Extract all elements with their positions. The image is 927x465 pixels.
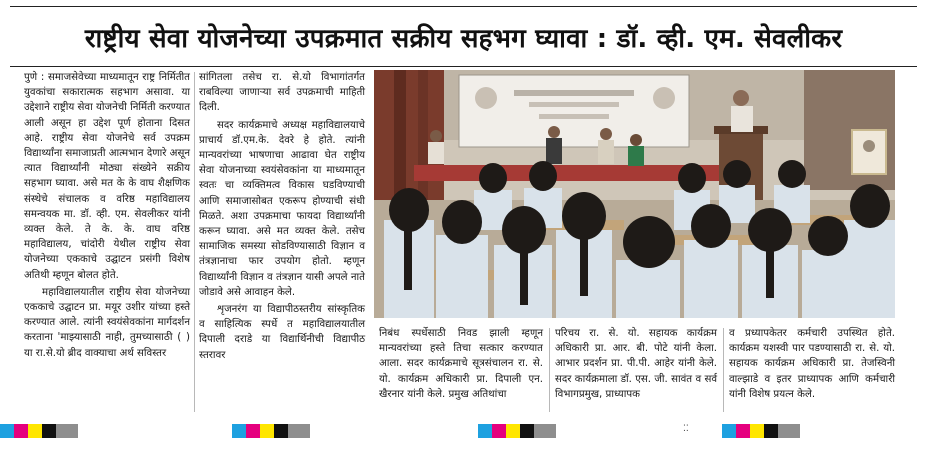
yellow-swatch <box>750 424 764 438</box>
paragraph: निबंध स्पर्धेसाठी निवड झाली म्हणून मान्यवरांच्या हस्ते तिचा सत्कार करण्यात आला. सदर कार्यक्रमाचे सूत्रसंचालन रा. से. यो. कार्यक्रम अधिकारी प्रा. दिपाली एन. खैरनार यांनी केले. प्रमुख अतिथांचा <box>379 328 543 400</box>
paragraph: सांगितला तसेच रा. से.यो विभागांतर्गत राबविल्या जाणाऱ्या सर्व उपक्रमाची माहिती दिली. <box>199 72 365 114</box>
black-swatch <box>764 424 778 438</box>
cyan-swatch <box>232 424 246 438</box>
color-registration-bar <box>232 424 310 438</box>
gray-swatch <box>56 424 78 438</box>
yellow-swatch <box>28 424 42 438</box>
gray-swatch <box>778 424 800 438</box>
magenta-swatch <box>736 424 750 438</box>
registration-mark: ⁚⁚ <box>683 424 689 434</box>
magenta-swatch <box>14 424 28 438</box>
color-registration-bar <box>722 424 800 438</box>
black-swatch <box>42 424 56 438</box>
top-rule <box>10 6 917 7</box>
magenta-swatch <box>492 424 506 438</box>
column-divider <box>723 328 724 412</box>
headline-rule <box>10 66 917 67</box>
yellow-swatch <box>260 424 274 438</box>
gray-swatch <box>534 424 556 438</box>
black-swatch <box>274 424 288 438</box>
cyan-swatch <box>0 424 14 438</box>
article-column-4 <box>555 326 717 402</box>
event-photo <box>374 70 895 318</box>
paragraph: शृजनरंग या विद्यापीठस्तरीय सांस्कृतिक व साहित्यिक स्पर्धे त महाविद्यालयातील दिपाली दराडे या विद्यार्थिनीची विद्यापीठ स्तरावर <box>199 304 365 361</box>
cyan-swatch <box>478 424 492 438</box>
paragraph: परिचय रा. से. यो. सहायक कार्यक्रम अधिकारी प्रा. आर. बी. पोटे यांनी केला. आभार प्रदर्शन प्रा. पी.पी. आहेर यांनी केले. सदर कार्यक्रमाला डॉ. एस. जी. सावंत व सर्व विभागप्रमुख, प्राध्यापक <box>555 328 717 400</box>
article-column-3 <box>379 326 543 402</box>
color-registration-bar <box>0 424 78 438</box>
magenta-swatch <box>246 424 260 438</box>
paragraph: पुणे : समाजसेवेच्या माध्यमातून राष्ट्र निर्मितीत युवकांचा सकारात्मक सहभाग असावा. या उद्देशाने राष्ट्रीय सेवा योजनेची निर्मिती करण्यात आली असून हा उद्देश पूर्ण होताना दिसत आहे. राष्ट्रीय सेवा योजनेचे सर्व उपक्रम विद्यार्थ्यांना समाजाप्रती आत्मभान देणारे असून त्यात विद्यार्थ्यांनी मोठ्या संख्येने सक्रीय सहभाग घ्यावा. असे मत के के वाघ शैक्षणिक संस्थेचे संचालक व वरिष्ठ महाविद्यालय समन्वयक मा. डॉ. व्ही. एम. सेवलीकर यांनी व्यक्त केले. ते के. के. वाघ वरिष्ठ महाविद्यालय, चांदोरी येथील राष्ट्रीय सेवा योजनेच्या एककाचे उद्घाटन प्रसंगी विशेष अतिथी म्हणून बोलत होते. <box>24 72 190 281</box>
color-registration-bar <box>478 424 556 438</box>
event-photo-illustration <box>374 70 895 318</box>
article-column-5 <box>729 326 895 402</box>
paragraph: सदर कार्यक्रमाचे अध्यक्ष महाविद्यालयाचे प्राचार्य डॉ.एम.के. देवरे हे होते. त्यांनी मान्यवरांच्या भाषणाचा आढावा घेत राष्ट्रीय सेवा योजनाच्या स्वयंसेवकांना या माध्यमातून स्वतः चा व्यक्तिमत्व विकास घडविण्याची आणि समाजासोबत एकरूप होण्याची संधी मिळते. अशा उपक्रमाचा फायदा विद्यार्थ्यांनी करून घ्यावा. असे मत व्यक्त केले. तसेच सामाजिक समस्या सोडविण्यासाठी विज्ञान व तंत्रज्ञानाचा फार उपयोग होतो. म्हणून विद्यार्थ्यांनी विज्ञान व तंत्रज्ञान यासी अपले नाते जोडावे असे आवाहन केले. <box>199 119 365 298</box>
yellow-swatch <box>506 424 520 438</box>
black-swatch <box>520 424 534 438</box>
cyan-swatch <box>722 424 736 438</box>
article-column-2 <box>199 70 365 363</box>
paragraph: व प्रध्यापकेतर कर्मचारी उपस्थित होते. कार्यक्रम यशस्वी पार पडण्यासाठी रा. से. यो. सहायक कार्यक्रम अधिकारी प्रा. तेजस्विनी वाल्झाडे व इतर प्राध्यापक आणि कर्मचारी यांनी विशेष प्रयत्न केले. <box>729 328 895 400</box>
headline: राष्ट्रीय सेवा योजनेच्या उपक्रमात सक्रीय सहभग घ्यावा : डॉ. व्ही. एम. सेवलीकर <box>84 24 843 54</box>
article-column-1 <box>24 70 190 361</box>
gray-swatch <box>288 424 310 438</box>
column-divider <box>194 72 195 412</box>
paragraph: महाविद्यालयातील राष्ट्रीय सेवा योजनेच्या एककाचे उद्घाटन प्रा. मयूर उशीर यांच्या हस्ते करण्यात आले. त्यांनी स्वयंसेवकांना मार्गदर्शन करताना 'माझ्यासाठी नाही, तुमच्यासाठी ( ) या रा.से.यो ब्रीद वाक्याचा अर्थ सविस्तर <box>24 286 190 359</box>
column-divider <box>549 328 550 412</box>
